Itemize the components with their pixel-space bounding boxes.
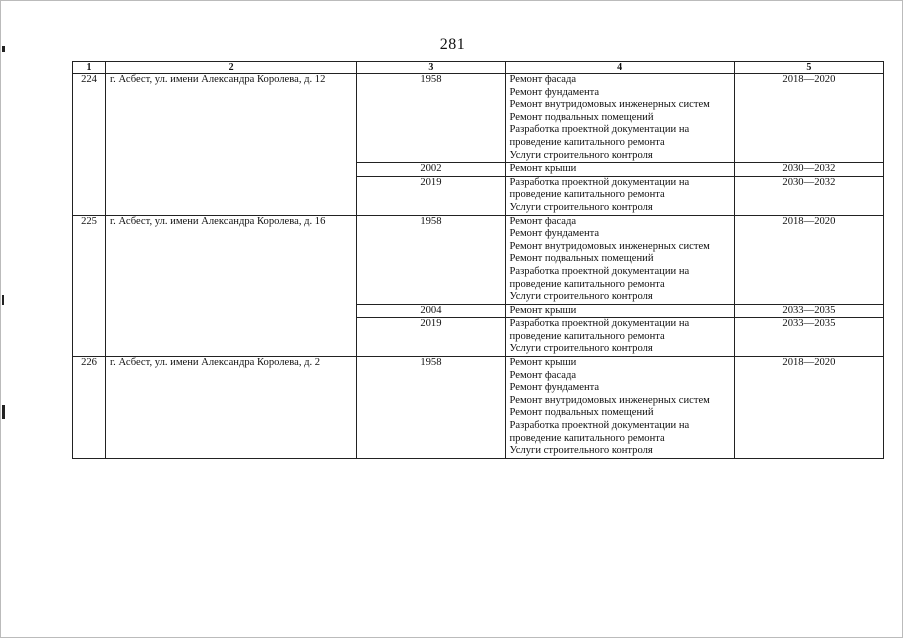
works-cell [505, 176, 734, 215]
repair-schedule-table [72, 61, 884, 459]
address-cell: г. Асбест, ул. имени Александра Королева, д. 12 [106, 74, 357, 216]
year-cell: 2004 [357, 304, 505, 318]
work-item: проведение капитального ремонта [509, 432, 665, 444]
work-item: Ремонт подвальных помещений [509, 407, 654, 419]
period-cell: 2018—2020 [734, 357, 883, 459]
work-item: Ремонт фасада [509, 369, 577, 381]
row-number: 226 [73, 357, 106, 459]
work-item: Разработка проектной документации на [509, 318, 690, 330]
work-item: Ремонт фундамента [509, 228, 600, 240]
header-row [73, 62, 884, 74]
work-item: Ремонт крыши [509, 304, 577, 316]
work-item: проведение капитального ремонта [509, 189, 665, 201]
address-cell: г. Асбест, ул. имени Александра Королева, д. 16 [106, 215, 357, 357]
work-item: Ремонт крыши [509, 357, 577, 369]
works-cell [505, 74, 734, 163]
scan-mark [2, 405, 5, 419]
work-item: Ремонт внутридомовых инженерных систем [509, 240, 710, 252]
work-item: Услуги строительного контроля [509, 343, 653, 355]
row-number: 224 [73, 74, 106, 216]
work-item: проведение капитального ремонта [509, 330, 665, 342]
works-cell [505, 163, 734, 177]
work-item: Ремонт фундамента [509, 86, 600, 98]
work-item: Услуги строительного контроля [509, 445, 653, 457]
works-cell [505, 357, 734, 459]
work-item: Ремонт подвальных помещений [509, 253, 654, 265]
table-row [73, 215, 884, 304]
header-cell: 1 [73, 62, 106, 74]
work-item: Ремонт подвальных помещений [509, 111, 654, 123]
address-cell: г. Асбест, ул. имени Александра Королева, д. 2 [106, 357, 357, 459]
header-cell: 5 [734, 62, 883, 74]
period-cell: 2030—2032 [734, 163, 883, 177]
period-cell: 2033—2035 [734, 304, 883, 318]
period-cell: 2018—2020 [734, 215, 883, 304]
work-item: Ремонт фасада [509, 74, 577, 85]
period-cell: 2030—2032 [734, 176, 883, 215]
table-row [73, 74, 884, 163]
year-cell: 1958 [357, 357, 505, 459]
work-item: Ремонт внутридомовых инженерных систем [509, 394, 710, 406]
work-item: Разработка проектной документации на [509, 176, 690, 188]
work-item: Ремонт фундамента [509, 382, 600, 394]
header-cell: 2 [106, 62, 357, 74]
header-cell: 3 [357, 62, 505, 74]
work-item: проведение капитального ремонта [509, 136, 665, 148]
table-body [73, 74, 884, 459]
works-cell [505, 318, 734, 357]
work-item: Разработка проектной документации на [509, 420, 690, 432]
work-item: проведение капитального ремонта [509, 278, 665, 290]
row-number: 225 [73, 215, 106, 357]
work-item: Ремонт внутридомовых инженерных систем [509, 99, 710, 111]
year-cell: 2002 [357, 163, 505, 177]
works-cell [505, 215, 734, 304]
works-cell [505, 304, 734, 318]
table-row [73, 357, 884, 459]
work-item: Ремонт фасада [509, 215, 577, 227]
work-item: Разработка проектной документации на [509, 124, 690, 136]
year-cell: 2019 [357, 176, 505, 215]
work-item: Услуги строительного контроля [509, 149, 653, 161]
period-cell: 2033—2035 [734, 318, 883, 357]
work-item: Услуги строительного контроля [509, 291, 653, 303]
period-cell: 2018—2020 [734, 74, 883, 163]
work-item: Разработка проектной документации на [509, 265, 690, 277]
work-item: Ремонт крыши [509, 163, 577, 175]
header-cell: 4 [505, 62, 734, 74]
page-number: 281 [439, 36, 466, 53]
year-cell: 1958 [357, 215, 505, 304]
year-cell: 1958 [357, 74, 505, 163]
year-cell: 2019 [357, 318, 505, 357]
scan-mark [2, 295, 4, 305]
work-item: Услуги строительного контроля [509, 201, 653, 213]
